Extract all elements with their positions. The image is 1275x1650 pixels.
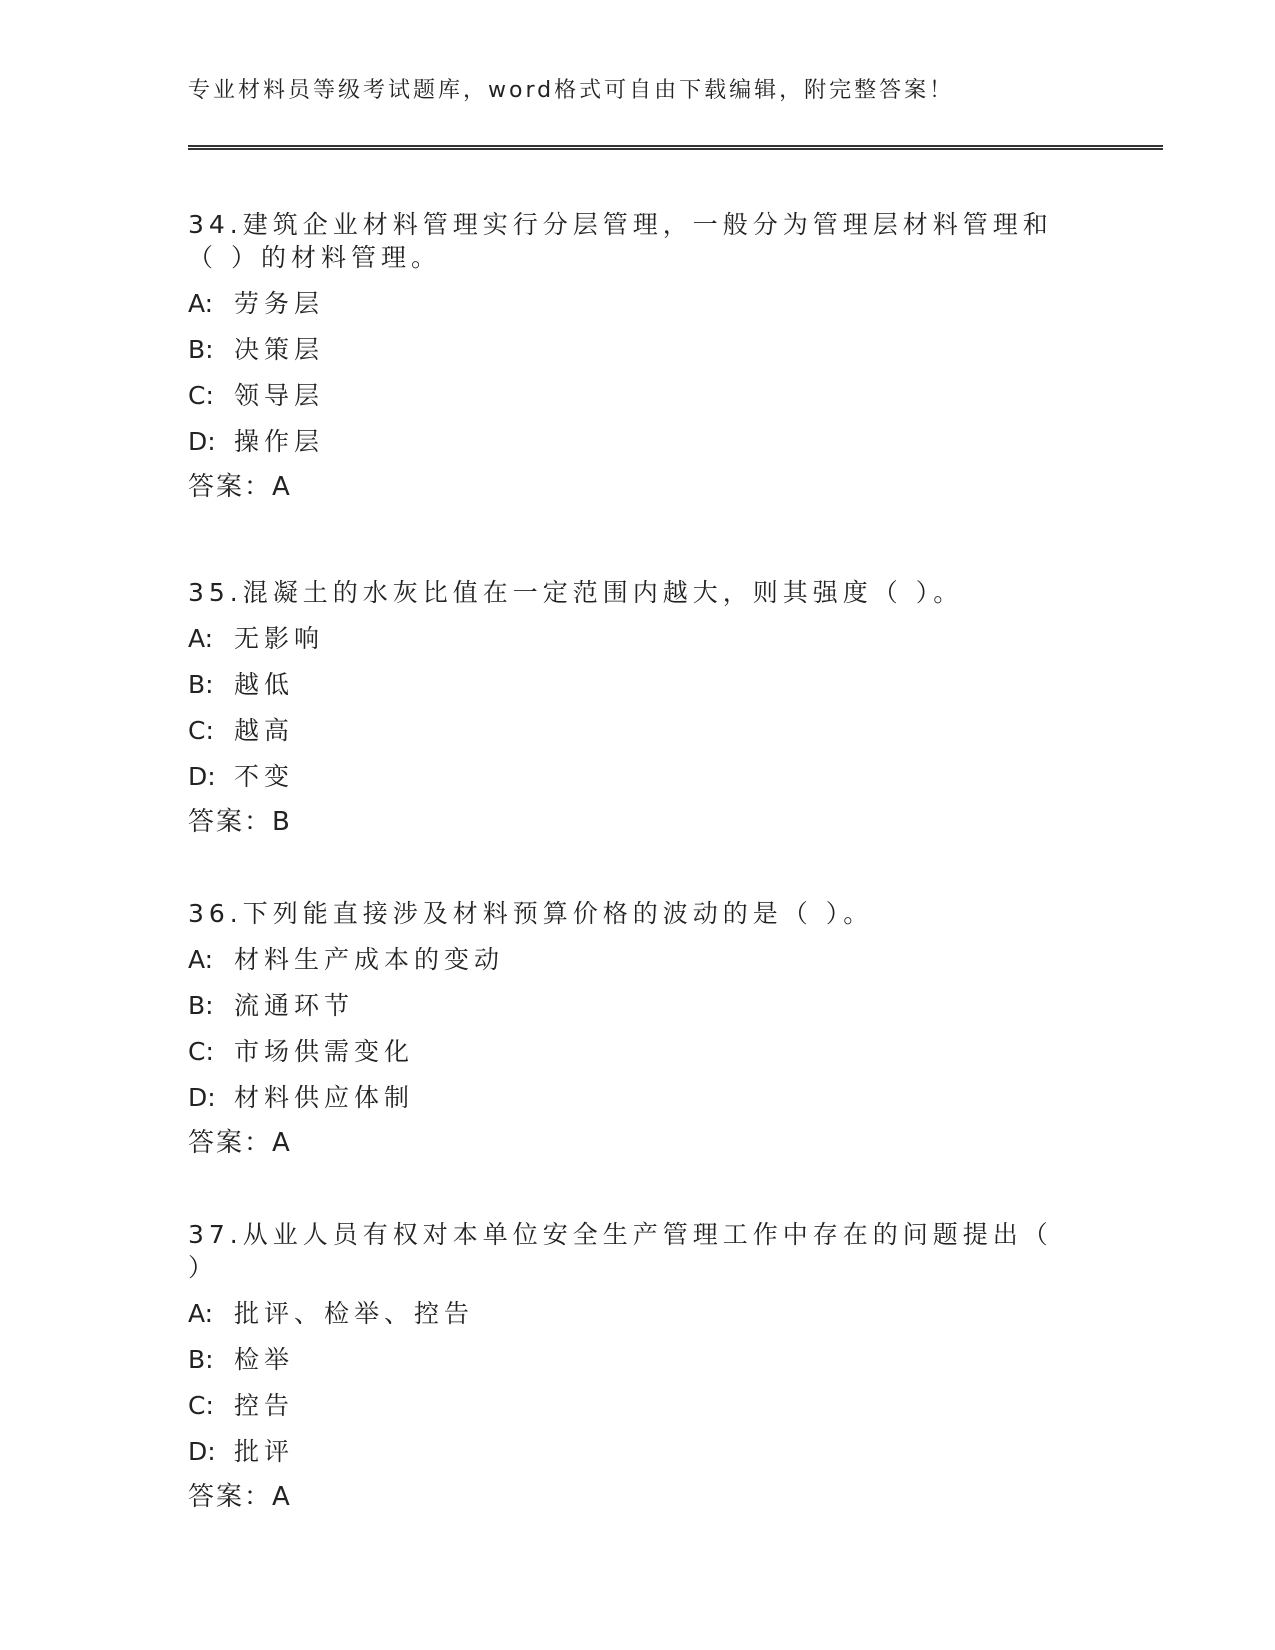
option-b [188, 989, 1078, 1035]
question-stem: 35.混凝土的水灰比值在一定范围内越大，则其强度（ ）。 [188, 578, 964, 607]
option-key: A: [188, 289, 214, 318]
option-key: C: [188, 381, 214, 410]
question-stem: 36.下列能直接涉及材料预算价格的波动的是（ ）。 [188, 899, 874, 928]
option-key: A: [188, 624, 214, 653]
question-block [188, 576, 1078, 839]
header-divider [188, 145, 1163, 150]
option-key: C: [188, 1391, 214, 1420]
option-text: 越低 [234, 670, 295, 699]
option-text: 批评、检举、控告 [234, 1299, 475, 1328]
answer-label: 答案： [188, 1128, 273, 1158]
answer-line [188, 806, 1078, 839]
option-text: 市场供需变化 [234, 1037, 415, 1066]
answer-value: A [272, 1128, 292, 1158]
answer-line [188, 471, 1078, 504]
option-key: A: [188, 1299, 214, 1328]
option-b [188, 333, 1078, 379]
option-key: D: [188, 762, 216, 791]
page-header-text: 专业材料员等级考试题库，word格式可自由下载编辑，附完整答案！ [188, 78, 955, 103]
option-a [188, 943, 1078, 989]
question-stem: 37.从业人员有权对本单位安全生产管理工作中存在的问题提出（ ） [188, 1220, 1053, 1282]
question-block [188, 208, 1078, 504]
option-key: B: [188, 991, 214, 1020]
option-text: 领导层 [234, 381, 325, 410]
option-key: B: [188, 335, 214, 364]
option-text: 材料生产成本的变动 [234, 945, 505, 974]
answer-line [188, 1127, 1078, 1160]
option-text: 材料供应体制 [234, 1083, 415, 1112]
option-text: 不变 [234, 762, 295, 791]
option-key: C: [188, 1037, 214, 1066]
option-key: B: [188, 1345, 214, 1374]
option-text: 流通环节 [234, 991, 355, 1020]
answer-value: B [272, 807, 292, 837]
option-text: 批评 [234, 1437, 295, 1466]
option-text: 劳务层 [234, 289, 325, 318]
option-text: 控告 [234, 1391, 295, 1420]
option-c [188, 714, 1078, 760]
answer-value: A [272, 472, 292, 502]
option-key: D: [188, 1437, 216, 1466]
option-key: A: [188, 945, 214, 974]
option-c [188, 1389, 1078, 1435]
question-block [188, 1218, 1078, 1514]
option-b [188, 668, 1078, 714]
option-b [188, 1343, 1078, 1389]
option-key: C: [188, 716, 214, 745]
answer-line [188, 1481, 1078, 1514]
option-text: 无影响 [234, 624, 325, 653]
option-c [188, 1035, 1078, 1081]
option-d [188, 425, 1078, 471]
answer-label: 答案： [188, 1482, 273, 1512]
option-d [188, 1081, 1078, 1127]
option-key: D: [188, 1083, 216, 1112]
option-key: B: [188, 670, 214, 699]
option-d [188, 760, 1078, 806]
answer-value: A [272, 1482, 292, 1512]
option-a [188, 1297, 1078, 1343]
option-c [188, 379, 1078, 425]
option-d [188, 1435, 1078, 1481]
option-text: 检举 [234, 1345, 295, 1374]
answer-label: 答案： [188, 807, 273, 837]
question-stem: 34.建筑企业材料管理实行分层管理，一般分为管理层材料管理和（ ）的材料管理。 [188, 210, 1053, 272]
option-text: 决策层 [234, 335, 325, 364]
answer-label: 答案： [188, 472, 273, 502]
option-text: 操作层 [234, 427, 325, 456]
option-text: 越高 [234, 716, 295, 745]
question-block [188, 897, 1078, 1160]
option-key: D: [188, 427, 216, 456]
option-a [188, 287, 1078, 333]
option-a [188, 622, 1078, 668]
